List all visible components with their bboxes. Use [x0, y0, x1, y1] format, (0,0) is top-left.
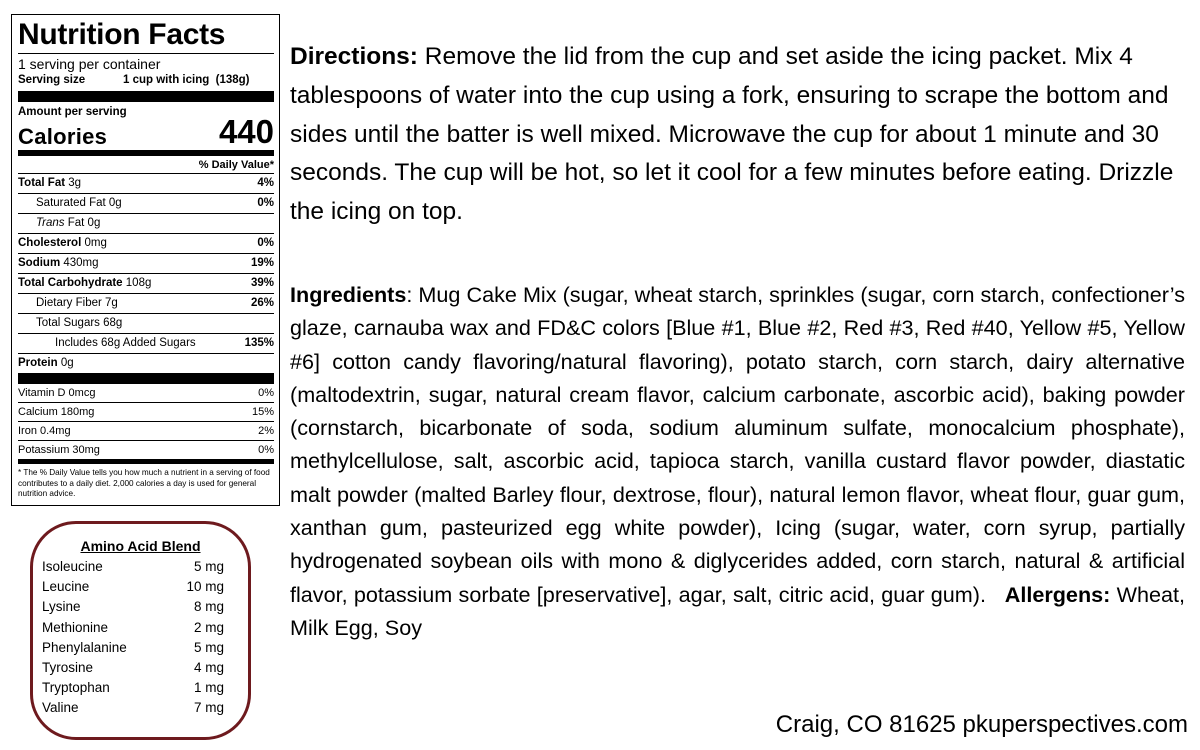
nutrient-amount: 0g — [60, 357, 74, 370]
nutrient-row-cholesterol — [18, 234, 274, 254]
thick-divider — [18, 373, 274, 384]
servings-per-container: 1 serving per container — [18, 56, 161, 72]
nutrient-amount: 430mg — [63, 257, 99, 270]
nutrient-dv: 19% — [250, 257, 274, 270]
nutrient-name: Total Fat — [18, 177, 66, 190]
vitamin-name: Iron 0.4mg — [18, 424, 71, 437]
amino-row — [42, 557, 224, 577]
vitamin-dv: 2% — [258, 424, 274, 437]
thick-divider — [18, 91, 274, 102]
nutrient-name: Total Carbohydrate — [18, 277, 123, 290]
serving-size-label: Serving size — [18, 74, 86, 86]
nutrient-name: Saturated Fat — [36, 197, 106, 210]
amino-row — [42, 618, 224, 638]
vitamin-dv: 0% — [258, 386, 274, 399]
nutrient-amount: 0mg — [84, 237, 107, 250]
vitamin-dv: 0% — [258, 443, 274, 456]
nutrient-row-dietary-fiber — [18, 294, 274, 314]
amino-name: Valine — [42, 700, 79, 716]
nutrient-name: Protein — [18, 357, 58, 370]
nutrient-amount: 3g — [68, 177, 82, 190]
nutrient-row-total-sugars — [18, 314, 274, 334]
vitamin-dv: 15% — [251, 405, 274, 418]
directions-text: Remove the lid from the cup and set aside the icing packet. Mix 4 tablespoons of water into the cup using a fork, ensuring to scrape the bottom and sides until the batter is well mixed. Microwave the cup for about 1 minute and 30 seconds. The cup will be hot, so let it cool for a few minutes before eating. Drizzle the icing on top. — [290, 43, 1174, 226]
amino-row — [42, 597, 224, 617]
nutrient-row-added-sugars — [18, 334, 274, 354]
nutrient-name: Dietary Fiber — [36, 297, 102, 310]
directions-label: Directions: — [290, 43, 418, 70]
amino-name: Methionine — [42, 619, 109, 635]
amino-title: Amino Acid Blend — [80, 538, 201, 554]
nutrition-facts-panel — [11, 14, 280, 506]
directions-paragraph — [290, 38, 1190, 232]
amino-value: 10 mg — [186, 579, 224, 595]
nutrient-row-protein — [18, 354, 274, 373]
amino-name: Tyrosine — [42, 660, 94, 676]
amino-name: Leucine — [42, 579, 90, 595]
vitamin-name: Calcium 180mg — [18, 405, 95, 418]
nutrient-row-total-fat — [18, 174, 274, 194]
amino-value: 7 mg — [193, 700, 224, 716]
nutrient-dv: 4% — [257, 177, 274, 190]
vitamin-row — [18, 384, 274, 403]
nutrient-dv: 0% — [257, 197, 274, 210]
vitamin-name: Potassium 30mg — [18, 443, 100, 456]
vitamin-name: Vitamin D 0mcg — [18, 386, 96, 399]
vitamin-row — [18, 403, 274, 422]
nutrient-name: Trans — [36, 217, 65, 230]
allergens-label: Allergens: — [1004, 581, 1111, 607]
amino-name: Phenylalanine — [42, 639, 127, 655]
daily-value-header: % Daily Value* — [18, 156, 274, 174]
amount-per-serving: Amount per serving — [18, 106, 127, 118]
amino-name: Tryptophan — [42, 680, 110, 696]
amino-row — [42, 678, 224, 698]
amino-name: Isoleucine — [42, 559, 103, 574]
vitamin-row — [18, 441, 274, 459]
nutrient-name: Sodium — [18, 257, 61, 270]
nutrient-row-sodium — [18, 254, 274, 274]
nutrient-row-total-carbohydrate — [18, 274, 274, 294]
amino-name: Lysine — [42, 599, 81, 615]
amino-row — [42, 698, 224, 718]
amino-value: 5 mg — [193, 559, 224, 574]
amino-value: 2 mg — [193, 619, 224, 635]
allergens-text: Wheat, Milk Egg, Soy — [290, 581, 1186, 640]
nutrition-title: Nutrition Facts — [18, 18, 226, 51]
daily-value-footnote: * The % Daily Value tells you how much a nutrient in a serving of food contributes to a daily diet. 2,000 calories a day is used for general nutrition advice. — [18, 468, 270, 498]
serving-size-value: 1 cup with icing (138g) — [123, 74, 250, 86]
nutrient-amount: 0g — [108, 197, 122, 210]
serving-size — [18, 73, 274, 88]
nutrient-amount: 108g — [125, 277, 152, 290]
calories-row — [18, 115, 274, 149]
ingredients-label: Ingredients — [290, 282, 407, 307]
footer-address: Craig, CO 81625 pkuperspectives.com — [775, 711, 1188, 738]
amino-row — [42, 638, 224, 658]
nutrient-dv: 39% — [250, 277, 274, 290]
nutrient-row-trans-fat — [18, 214, 274, 234]
amino-acid-box — [30, 521, 251, 740]
vitamin-row — [18, 422, 274, 441]
calories-label: Calories — [18, 124, 108, 149]
nutrient-name: Total Sugars — [36, 317, 100, 330]
nutrient-name: Includes 68g Added Sugars — [55, 337, 196, 350]
nutrient-amount: Fat 0g — [67, 217, 101, 230]
amino-row — [42, 577, 224, 597]
nutrient-amount: 68g — [103, 317, 123, 330]
amino-value: 4 mg — [193, 660, 224, 676]
nutrient-amount: 7g — [105, 297, 118, 310]
nutrient-name: Cholesterol — [18, 237, 82, 250]
nutrient-row-saturated-fat — [18, 194, 274, 214]
ingredients-paragraph — [290, 278, 1185, 644]
ingredients-text: : Mug Cake Mix (sugar, wheat starch, sprinkles (sugar, corn starch, confectioner’s glaze, carnauba wax and FD&C colors [Blue #1, Blue #2, Red #3, Red #40, Yellow #5, Yellow #6] cotton candy flavoring/natural flavoring), potato starch, corn starch, dairy alternative (maltodextrin, sugar, natural cream flavor, calcium carbonate, ascorbic acid), baking powder (cornstarch, bicarbonate of soda, sodium aluminum sulfate, monocalcium phosphate), methylcellulose, salt, ascorbic acid, tapioca starch, vanilla custard flavor powder, diastatic malt powder (malted Barley flour, dextrose, flour), natural lemon flavor, wheat flour, guar gum, xanthan gum, pasteurized egg white powder), Icing (sugar, water, corn syrup, partially hydrogenated soybean oils with mono & diglycerides added, corn starch, natural & artificial flavor, potassium sorbate [preservative], agar, salt, citric acid, guar gum). — [290, 282, 1185, 607]
amino-value: 5 mg — [193, 639, 224, 655]
nutrient-dv: 0% — [257, 237, 274, 250]
amino-row — [42, 658, 224, 678]
amino-value: 1 mg — [193, 680, 224, 696]
nutrient-dv: 26% — [250, 297, 274, 310]
nutrient-dv: 135% — [244, 337, 274, 350]
calories-value: 440 — [218, 113, 274, 150]
divider — [18, 53, 274, 54]
amino-value: 8 mg — [193, 599, 224, 615]
amino-list — [42, 557, 224, 719]
